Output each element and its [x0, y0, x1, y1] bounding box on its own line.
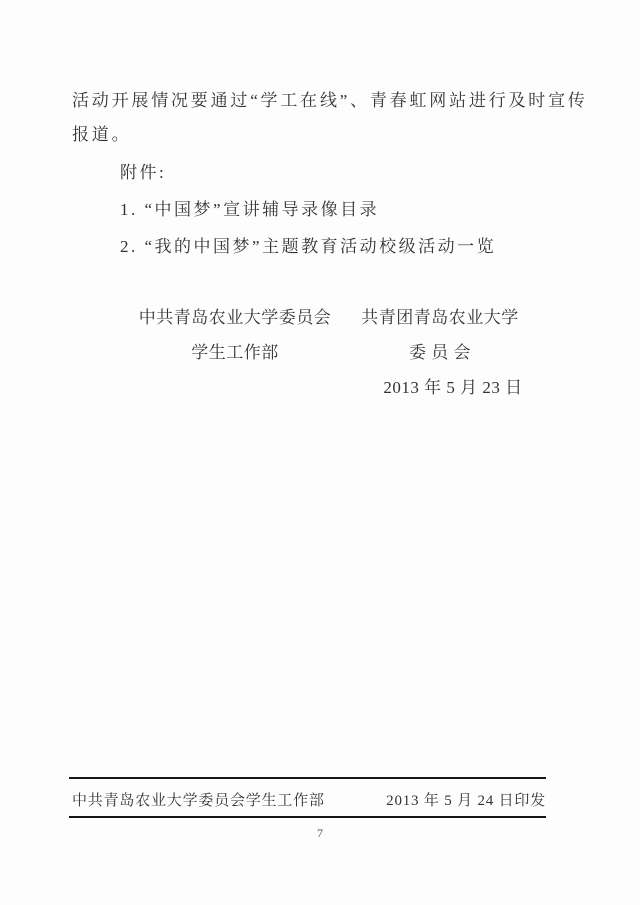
signature-date: 2013 年 5 月 23 日 [383, 378, 523, 397]
footer-print-date: 2013 年 5 月 24 日印发 [386, 793, 546, 809]
body-line-1: 活动开展情况要通过“学工在线”、青春虹网站进行及时宣传 [72, 91, 588, 110]
signature-right-org-line-2: 委 员 会 [409, 343, 471, 362]
attachment-item-1: 1. “中国梦”宣讲辅导录像目录 [120, 200, 380, 219]
signature-left-column [115, 300, 355, 370]
attachments-block [72, 154, 550, 265]
attachment-item-2: 2. “我的中国梦”主题教育活动校级活动一览 [120, 237, 497, 256]
footer-issuer: 中共青岛农业大学委员会学生工作部 [72, 793, 325, 809]
page-number: 7 [317, 826, 323, 840]
footer-divider-top [69, 777, 546, 779]
body-paragraph [72, 84, 588, 152]
attachments-label: 附件: [120, 163, 167, 182]
body-line-2: 报道。 [72, 125, 132, 144]
signature-right-org-line-1: 共青团青岛农业大学 [361, 308, 519, 327]
signature-left-org-line-2: 学生工作部 [191, 343, 279, 362]
signature-right-column [320, 300, 560, 405]
footer-row [72, 789, 546, 810]
footer-divider-bottom [69, 816, 546, 818]
signature-left-org-line-1: 中共青岛农业大学委员会 [138, 308, 332, 327]
